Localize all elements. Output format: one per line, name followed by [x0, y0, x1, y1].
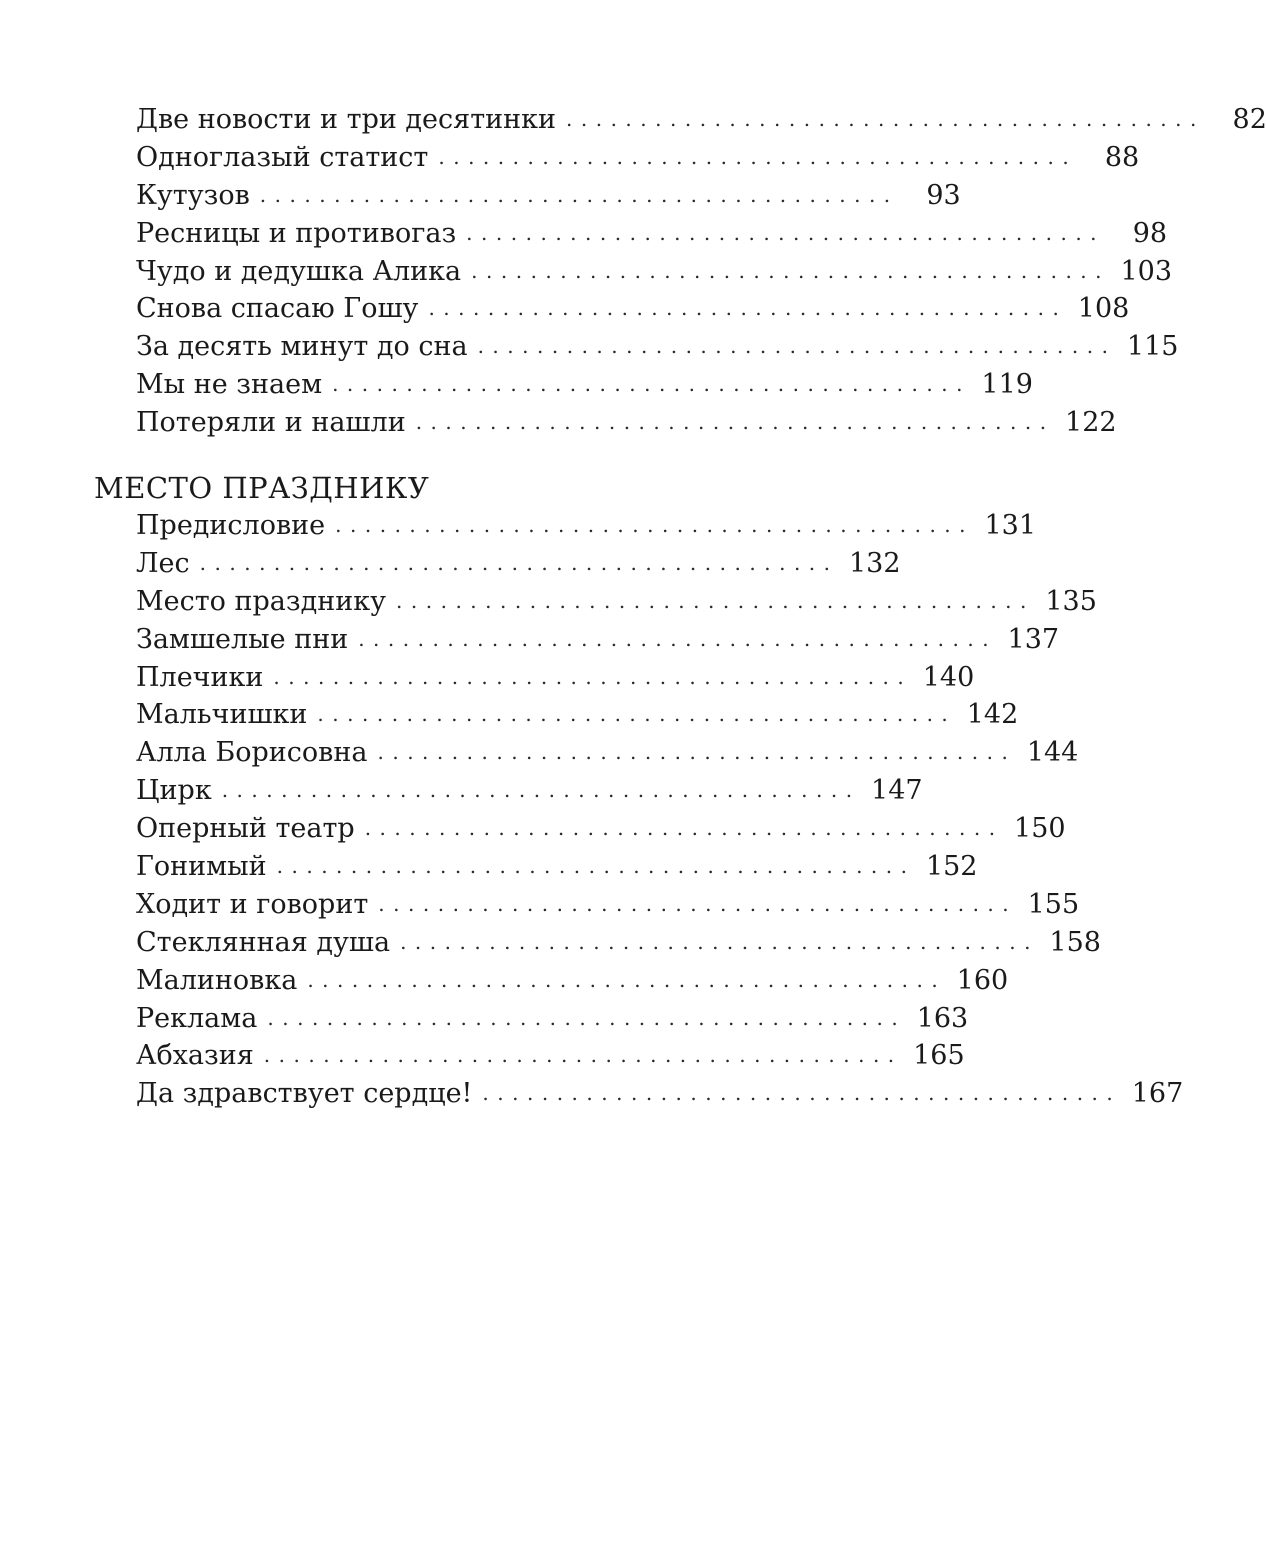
dot-leader: ...........................................: [377, 740, 1017, 765]
toc-entry-title: Алла Борисовна: [136, 737, 368, 769]
toc-page-number: 132: [848, 547, 901, 579]
dot-leader: ...........................................: [466, 220, 1106, 245]
toc-entry-title: Гонимый: [136, 851, 267, 883]
dot-leader: ...........................................: [273, 664, 913, 689]
toc-page-number: 93: [926, 179, 961, 211]
toc-page-number: 131: [984, 510, 1037, 541]
toc-page-number: 103: [1120, 255, 1173, 287]
toc-entry-title: Ресницы и противогаз: [136, 217, 457, 249]
toc-entry[interactable]: [136, 696, 1019, 734]
toc-entry[interactable]: [136, 583, 1097, 621]
toc-entry[interactable]: [136, 659, 975, 697]
toc-entry-title: Потеряли и нашли: [136, 407, 406, 439]
toc-list-mesto-prazdniku: [136, 507, 1184, 1113]
dot-leader: ...........................................: [307, 967, 947, 992]
dot-leader: ...........................................: [335, 513, 975, 537]
toc-page-number: 98: [1132, 217, 1168, 249]
dot-leader: ...........................................: [378, 891, 1018, 916]
toc-page-number: 108: [1077, 293, 1130, 325]
toc-entry-title: Ходит и говорит: [136, 888, 369, 920]
toc-entry-title: Малиновка: [136, 964, 298, 996]
dot-leader: ...........................................: [317, 702, 957, 727]
toc-entry[interactable]: [136, 366, 1033, 404]
toc-entry-title: Плечики: [136, 661, 264, 693]
toc-entry-title: Две новости и три десятинки: [136, 104, 556, 135]
toc-entry-title: Оперный театр: [136, 813, 355, 845]
dot-leader: ...........................................: [482, 1081, 1122, 1106]
dot-leader: ...........................................: [364, 816, 1004, 841]
toc-page-number: 158: [1049, 926, 1101, 958]
toc-page-number: 160: [956, 964, 1009, 996]
section-heading: МЕСТО ПРАЗДНИКУ: [94, 471, 430, 505]
toc-entry-title: Снова спасаю Гошу: [136, 293, 419, 325]
toc-entry-title: Лес: [136, 547, 190, 579]
toc-entry[interactable]: [136, 328, 1179, 366]
toc-page-number: 82: [1232, 104, 1267, 135]
toc-page-number: 137: [1007, 623, 1060, 655]
toc-entry[interactable]: [136, 621, 1060, 659]
toc-entry-title: Одноглазый статист: [136, 141, 429, 173]
toc-entry[interactable]: [136, 924, 1101, 962]
toc-page-number: 135: [1045, 585, 1097, 617]
toc-page-number: 140: [922, 661, 975, 693]
dot-leader: ...........................................: [428, 296, 1068, 321]
toc-entry[interactable]: [136, 1075, 1184, 1113]
toc-entry-title: Кутузов: [136, 179, 250, 211]
toc-entry-title: Чудо и дедушка Алика: [136, 255, 462, 287]
dot-leader: ...........................................: [396, 588, 1035, 613]
toc-page-number: 165: [913, 1040, 965, 1072]
toc-entry-title: Мальчишки: [136, 699, 308, 731]
toc-entry[interactable]: [136, 404, 1117, 442]
toc-entry-title: Замшелые пни: [136, 623, 349, 655]
toc-page-number: 147: [871, 775, 923, 807]
toc-page-number: 142: [966, 699, 1019, 731]
toc-entry-title: Абхазия: [136, 1040, 254, 1072]
dot-leader: ...........................................: [276, 854, 916, 879]
toc-entry[interactable]: [136, 177, 961, 215]
dot-leader: ...........................................: [267, 1005, 907, 1030]
toc-page-number: 163: [916, 1002, 969, 1034]
toc-page-number: 167: [1131, 1078, 1184, 1110]
toc-page-number: 119: [981, 369, 1033, 401]
toc-entry[interactable]: [136, 507, 1037, 545]
toc-entry-title: Мы не знаем: [136, 369, 323, 401]
toc-entry[interactable]: [136, 290, 1130, 328]
dot-leader: ...........................................: [438, 144, 1078, 169]
toc-page-number: 144: [1026, 737, 1079, 769]
toc-entry[interactable]: [136, 101, 1267, 139]
toc-entry-title: Реклама: [136, 1002, 258, 1034]
toc-entry[interactable]: [136, 1037, 965, 1075]
dot-leader: ...........................................: [471, 258, 1111, 283]
dot-leader: ...........................................: [400, 929, 1039, 954]
toc-entry[interactable]: [136, 848, 978, 886]
toc-page-number: 152: [925, 851, 978, 883]
toc-entry[interactable]: [136, 545, 901, 583]
toc-entry-title: Стеклянная душа: [136, 926, 391, 958]
toc-page-number: 150: [1014, 813, 1066, 845]
dot-leader: ...........................................: [332, 372, 971, 397]
toc-entry-title: За десять минут до сна: [136, 331, 468, 363]
toc-entry-title: Да здравствует сердце!: [136, 1078, 473, 1110]
dot-leader: ...........................................: [199, 550, 839, 575]
toc-entry[interactable]: [136, 215, 1168, 253]
dot-leader: ...........................................: [221, 778, 861, 803]
toc-entry[interactable]: [136, 253, 1173, 291]
dot-leader: ...........................................: [358, 626, 998, 651]
dot-leader: ...........................................: [566, 107, 1205, 131]
toc-entry[interactable]: [136, 886, 1080, 924]
toc-entry[interactable]: [136, 772, 923, 810]
toc-entry[interactable]: [136, 1000, 969, 1038]
toc-entry-title: Предисловие: [136, 510, 326, 541]
toc-page-number: 122: [1065, 407, 1117, 439]
toc-entry[interactable]: [136, 734, 1079, 772]
dot-leader: ...........................................: [259, 182, 899, 207]
dot-leader: ...........................................: [477, 334, 1117, 359]
toc-entry-title: Место празднику: [136, 585, 387, 617]
dot-leader: ...........................................: [415, 410, 1055, 435]
toc-entry[interactable]: [136, 962, 1009, 1000]
toc-entry[interactable]: [136, 810, 1066, 848]
toc-list-continued: [136, 101, 1267, 442]
toc-page-number: 88: [1104, 141, 1140, 173]
toc-page-number: 155: [1027, 888, 1080, 920]
toc-entry-title: Цирк: [136, 775, 212, 807]
toc-page-number: 115: [1126, 331, 1179, 363]
toc-entry[interactable]: [136, 139, 1140, 177]
dot-leader: ...........................................: [263, 1043, 903, 1068]
